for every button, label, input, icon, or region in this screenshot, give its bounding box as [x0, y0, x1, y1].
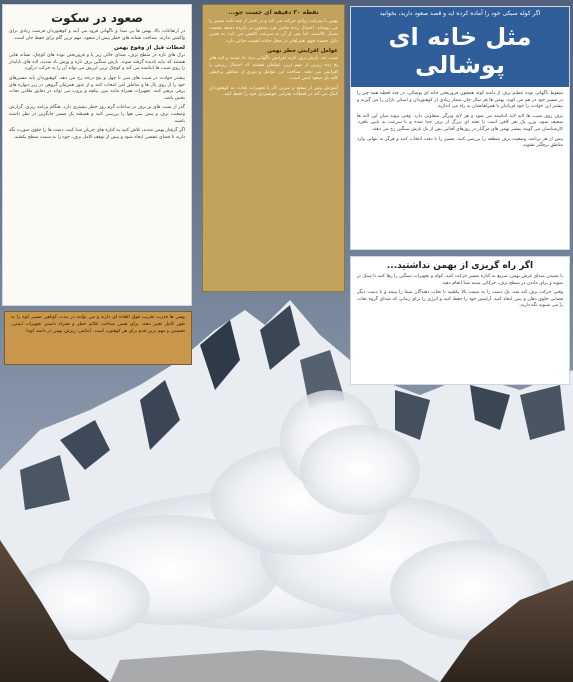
- escape-box: [350, 256, 570, 385]
- middle-article: [202, 4, 345, 292]
- left-paragraph-1: در ارتفاعات بالا، بهمن ها بی صدا و ناگهانی فرود می آیند و کوهنوردان فرصت زیادی برای واکنش ندارند. شناخت نشانه های خطر پیش از صعود، مهم ترین گام برای حفظ جان است.: [9, 29, 185, 41]
- left-subheading: لحظات قبل از وقوع بهمن: [113, 45, 185, 52]
- left-article: [2, 4, 192, 306]
- photo-caption: [4, 311, 192, 365]
- main-headline: مثل خانه ای پوشالی: [351, 21, 569, 87]
- left-paragraph-5: اگر گرفتار بهمن شدید، تلاش کنید به کناره های جریان شنا کنید، دست ها را جلوی صورت نگه دارید تا فضای تنفسی ایجاد شود و پیش از توقف کامل برف، خود را به سمت سطح بکشید.: [9, 128, 185, 140]
- escape-paragraph-1: با شنیدن صدای غرش بهمن، سریع به کناره مسیر حرکت کنید. کوله و تجهیزات سنگین را رها کنید تا سبک تر شوید و برای ماندن در سطح برف، حرکاتی شبیه شنا انجام دهید.: [357, 274, 563, 286]
- main-paragraph-3: پیش از هر برنامه، وضعیت برف منطقه را بررسی کنید، مسیر را با دقت انتخاب کنید و هرگز به تنهایی وارد مناطق برفگیر نشوید.: [357, 136, 563, 149]
- middle-paragraph-2: شیب تند، بارش برف تازه، افزایش ناگهانی دما، باد شدید و لایه های یخ زده زیرین از مهم ترین عواملی هستند که احتمال ریزش را افزایش می دهند. شناخت این عوامل و دوری از مناطق پرخطر، کلید یک صعود ایمن است.: [209, 56, 338, 82]
- middle-paragraph-3: آموزش پیش از صعود و تمرین کار با تجهیزات نجات، به کوهنوردان کمک می کند در لحظات بحرانی خونسردی خود را حفظ کنند.: [209, 85, 338, 98]
- middle-subheading: عوامل افزایش خطر بهمن: [267, 48, 338, 55]
- left-paragraph-4: گذر از شیب های پر برف در ساعات گرم روز خطر بیشتری دارد. هنگام برنامه ریزی، گزارش وضعیت برف و پیش بینی هوا را بررسی کنید و همیشه یک مسیر جایگزین در نظر داشته باشید.: [9, 105, 185, 124]
- escape-paragraph-2: وقتی حرکت برف کند شد، یک دست را به سمت بالا بکشید تا نجات دهندگان شما را ببینند و با دست دیگر فضایی جلوی دهان و بینی ایجاد کنید. آرامش خود را حفظ کنید و انرژی را برای زمانی که صدای گروه نجات را می شنوید نگه دارید.: [357, 290, 563, 309]
- main-article: [350, 6, 570, 250]
- escape-box-title: اگر راه گریزی از بهمن نداشتید...: [386, 261, 534, 271]
- left-paragraph-2: ترک های تازه در سطح برف، صدای خالی زیر پا و فروریختن توده های کوچک، نشانه هایی هستند که نباید نادیده گرفته شوند. بارش سنگین برف تازه و وزش باد شدید، لایه های ناپایدار را روی شیب ها انباشته می کند و کوچک ترین لرزش می تواند آن را به حرکت درآورد.: [9, 53, 185, 72]
- main-paragraph-1: سقوط ناگهانی توده عظیم برف از دامنه کوه، همچون فروریختن خانه ای پوشالی، در چند لحظه همه چیز را در مسیر خود در هم می کوبد. بهمن ها هر سال جان شمار زیادی از کوهنوردان و اسکی بازان را می گیرند و بیشتر این حوادث را خود قربانیان یا همراهانشان به راه می اندازند.: [357, 91, 563, 110]
- main-paragraph-2: برف روی شیب ها لایه لایه انباشته می شود و هر لایه ویژگی متفاوتی دارد. وقتی پیوند میان این لایه ها ضعیف شود، وزن یک نفر کافی است تا تخته ای بزرگ از برف جدا شده و با سرعت به پایین بلغزد. کارشناسان می گویند بیشتر بهمن های مرگبار در روزهای آفتابی پس از یک بارش سنگین رخ می دهند.: [357, 113, 563, 132]
- left-article-title: صعود در سکوت: [51, 11, 143, 25]
- middle-paragraph-1: بهمن با سرعت زیادی حرکت می کند و در کمتر از چند ثانیه مسیر را می پوشاند. احتمال زنده ماندن فرد مدفون در پانزده دقیقه نخست بسیار بالاست، اما پس از آن به سرعت کاهش می یابد؛ به همین دلیل جست جوی همراهان در محل حادثه اهمیت حیاتی دارد.: [209, 19, 338, 44]
- left-paragraph-3: بیشتر حوادث در شیب های سی تا چهل و پنج درجه رخ می دهد. کوهنوردان باید مسیرهای خود را از روی یال ها و مناطق امن انتخاب کنند و از عبور همزمان گروهی در زیر دیواره های برفی پرهیز کنند. تجهیزات همراه مانند بیپر، بیلچه و پروب می تواند در دقایق طلایی نجات بخش باشد.: [9, 75, 185, 101]
- photo-caption-text: بهمن ها قدرت تخریب فوق العاده ای دارند و می توانند در مدت کوتاهی مسیر کوه را به طور کامل تغییر دهند. برای همین شناخت علائم خطر و همراه داشتن تجهیزات ایمنی، نخستین و مهم ترین قدم برای هر کوهنورد است. (عکس: ریزش بهمن در دامنه کوه): [11, 315, 185, 334]
- main-kicker: اگر کوله سبکی خود را آماده کرده اید و قصد صعود دارید، بخوانید: [351, 7, 569, 21]
- middle-header: نقطه ۳۰ دقیقه ای جست جو...: [228, 9, 319, 16]
